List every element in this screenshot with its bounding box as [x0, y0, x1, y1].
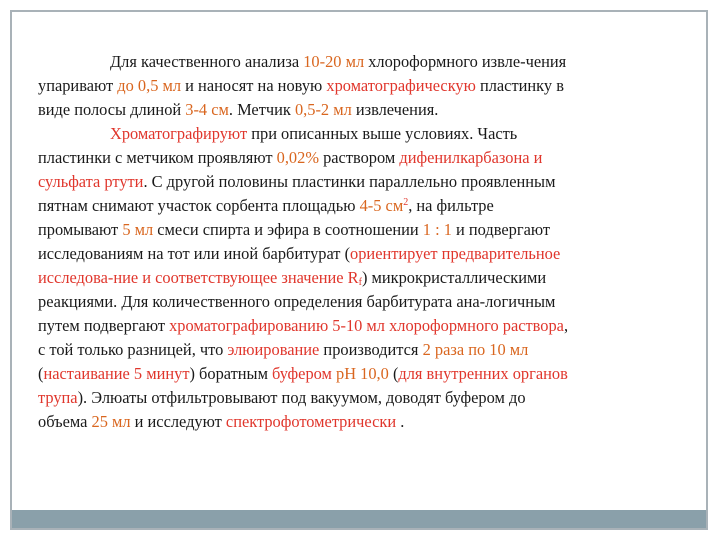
script-run: f	[358, 277, 362, 288]
text-run: и подвергают	[451, 220, 551, 239]
slide-frame	[10, 10, 708, 530]
text-line	[38, 314, 694, 338]
text-run: виде полосы длиной	[38, 100, 186, 119]
highlight-run: до 0,5 мл	[117, 76, 182, 95]
text-run: промывают	[38, 220, 123, 239]
text-run: , на фильтре	[408, 196, 494, 215]
text-line	[38, 266, 694, 290]
text-line	[38, 362, 694, 386]
highlight-run: 10-20 мл	[303, 52, 365, 71]
text-line	[38, 386, 694, 410]
body-text	[38, 50, 694, 434]
script-run: 2	[403, 197, 409, 208]
text-run: (	[38, 364, 44, 383]
text-line	[38, 218, 694, 242]
text-line	[38, 194, 694, 218]
text-line	[38, 122, 694, 146]
text-run: с той только разницей, что	[38, 340, 228, 359]
text-run: . С другой половины пластинки параллельно проявленным	[143, 172, 556, 191]
highlight-run: хроматографированию 5-10 мл хлороформного раствора	[169, 316, 564, 335]
text-line	[38, 242, 694, 266]
highlight-run: буфером	[272, 364, 332, 383]
paragraph-2	[38, 122, 694, 434]
paragraph-1	[38, 50, 694, 122]
text-run: хлороформного извле-чения	[364, 52, 567, 71]
text-line	[38, 74, 694, 98]
text-line	[38, 50, 694, 74]
highlight-run: 0,02%	[276, 148, 319, 167]
text-line	[38, 290, 694, 314]
text-run: пластинку в	[475, 76, 564, 95]
text-run: .	[396, 412, 405, 431]
text-run: ) боратным	[189, 364, 273, 383]
highlight-run: сульфата ртути	[38, 172, 144, 191]
text-run: . Метчик	[228, 100, 295, 119]
text-run: смеси спирта и эфира в соотношении	[153, 220, 423, 239]
highlight-run: рН 10,0	[336, 364, 389, 383]
highlight-run: дифенилкарбазона и	[399, 148, 543, 167]
text-run: пятнам снимают участок сорбента площадью	[38, 196, 360, 215]
highlight-run: настаивание 5 минут	[43, 364, 190, 383]
highlight-run: для внутренних органов	[398, 364, 568, 383]
text-run: при описанных выше условиях. Часть	[247, 124, 518, 143]
text-run: объема	[38, 412, 92, 431]
text-line	[38, 98, 694, 122]
text-run: извлечения.	[351, 100, 439, 119]
text-run: реакциями. Для количественного определения барбитурата ана-логичным	[38, 292, 556, 311]
highlight-run: исследова-ние и соответствующее значение R	[38, 268, 359, 287]
text-run: раствором	[318, 148, 400, 167]
highlight-run: 1 : 1	[422, 220, 452, 239]
text-run: производится	[319, 340, 423, 359]
highlight-run: 4-5 см	[359, 196, 404, 215]
text-run: и наносят на новую	[181, 76, 327, 95]
text-line	[38, 410, 694, 434]
text-line	[38, 338, 694, 362]
highlight-run: элюирование	[227, 340, 320, 359]
text-run: ,	[563, 316, 569, 335]
highlight-run: 5 мл	[122, 220, 154, 239]
highlight-run: спектрофотометрически	[225, 412, 397, 431]
highlight-run: 25 мл	[91, 412, 131, 431]
text-line	[38, 146, 694, 170]
bottom-bar	[12, 510, 706, 528]
text-run: исследованиям на тот или иной барбитурат (	[38, 244, 351, 263]
text-run: ). Элюаты отфильтровывают под вакуумом, доводят буфером до	[77, 388, 526, 407]
text-run: упаривают	[38, 76, 118, 95]
highlight-run: трупа	[38, 388, 78, 407]
highlight-run: хроматографическую	[326, 76, 476, 95]
highlight-run: 0,5-2 мл	[294, 100, 352, 119]
highlight-run: 3-4 см	[185, 100, 229, 119]
text-run: Для качественного анализа	[110, 52, 304, 71]
highlight-run: Хроматографируют	[110, 124, 248, 143]
text-run: путем подвергают	[38, 316, 170, 335]
highlight-run: ориентирует предварительное	[350, 244, 561, 263]
text-run: (	[388, 364, 399, 383]
highlight-run: 2 раза по 10 мл	[422, 340, 529, 359]
text-run: пластинки с метчиком проявляют	[38, 148, 277, 167]
text-run: ) микрокристаллическими	[361, 268, 547, 287]
text-run: и исследуют	[130, 412, 226, 431]
text-line	[38, 170, 694, 194]
